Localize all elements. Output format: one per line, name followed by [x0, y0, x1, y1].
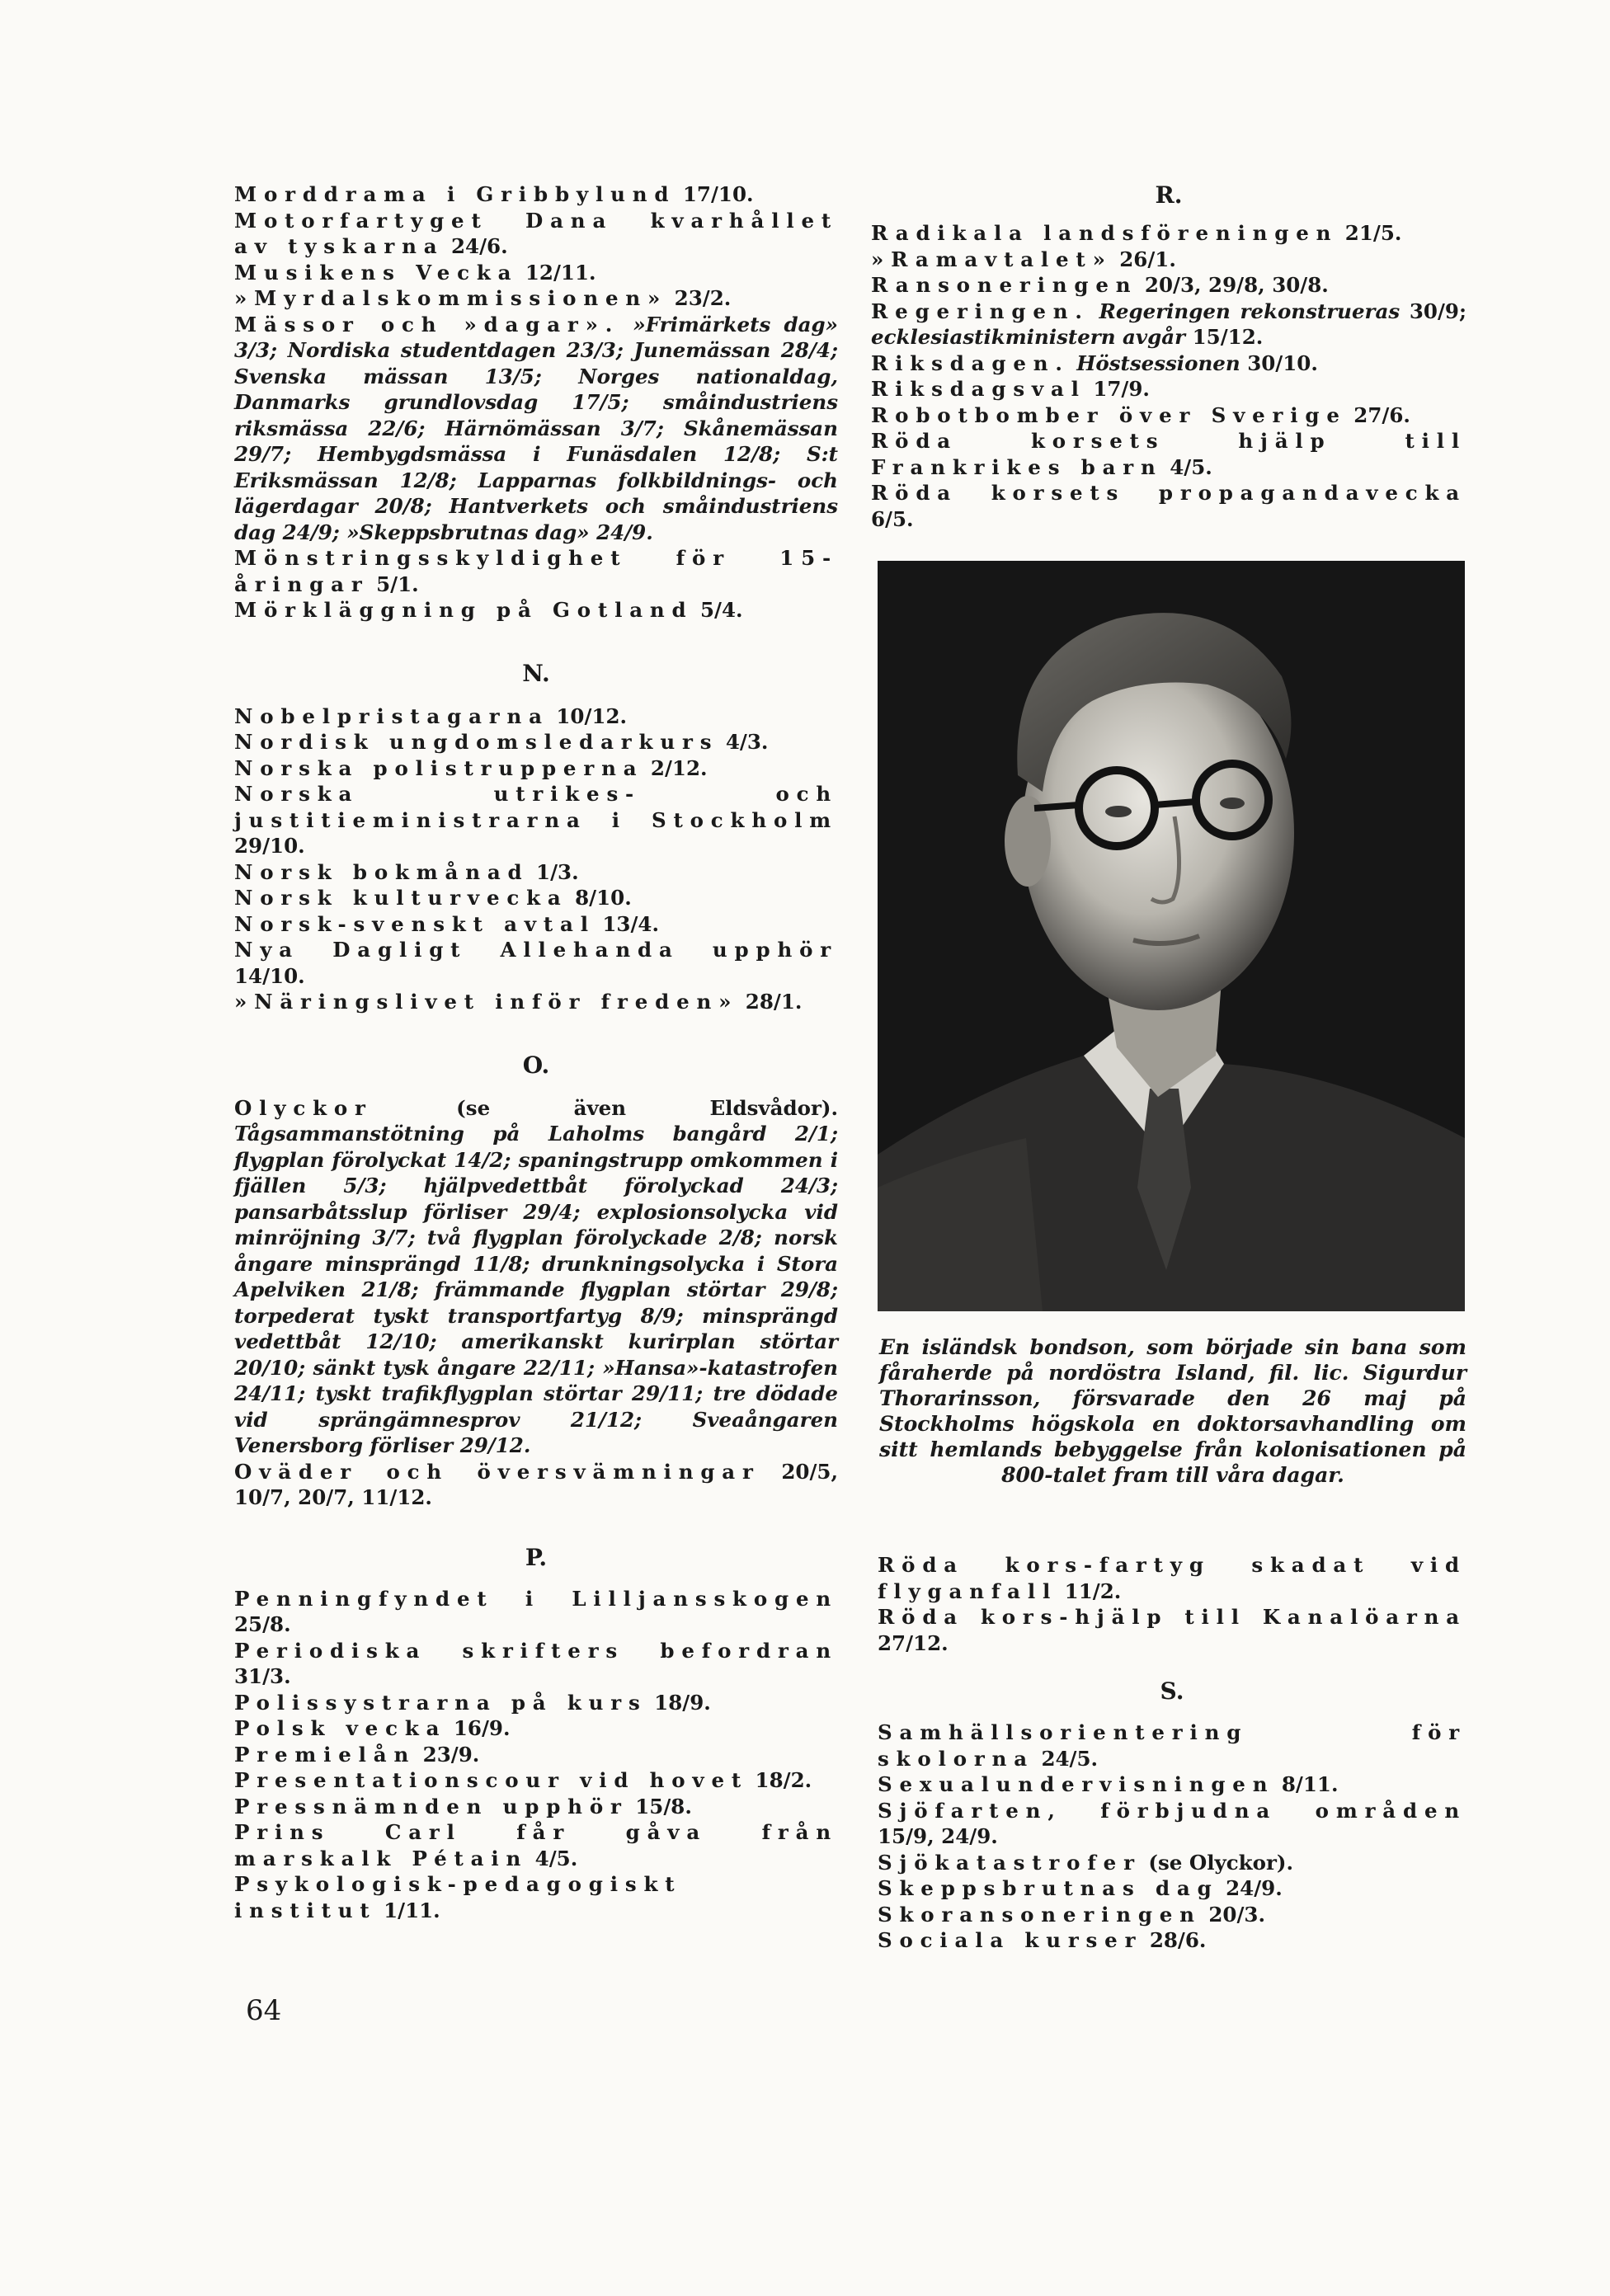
index-entry: Norsk bokmånad 1/3.	[234, 859, 579, 884]
section-letter-o: O.	[522, 1051, 550, 1079]
m-entries	[234, 181, 838, 623]
index-entry: Mörkläggning på Gotland 5/4.	[234, 598, 743, 622]
index-entry: Penningfyndet i Lilljansskogen 25/8.	[234, 1586, 838, 1636]
right-column-top	[871, 181, 1466, 532]
index-entry: Riksdagsval 17/9.	[871, 377, 1150, 401]
index-entry: Psykologisk-pedagogiskt institut 1/11.	[234, 1872, 682, 1922]
index-entry-olyckor: Olyckor (se även Eldsvådor). Tågsammanstötning på Laholms bangård 2/1; flygplan förolyckat 14/2; spaningstrupp omkommen i fjällen 5/3; hjälpvedettbåt förolyckad 24/3; pansarbåtsslup förliser 29/4; explosionsolycka vid minröjning 3/7; två flygplan förolyckade 2/8; norsk ångare minsprängd 11/8; drunkningsolycka i Stora Apelviken 21/8; främmande flygplan störtar 29/8; torpederat tyskt transportfartyg 8/9; minsprängd vedettbåt 12/10; amerikanskt kurirplan störtar 20/10; sänkt tysk ångare 22/11; »Hansa»-katastrofen 24/11; tyskt trafikflygplan störtar 29/11; tre dödade vid sprängämnesprov 21/12; Sveaångaren Venersborg förliser 29/12.	[234, 1095, 838, 1457]
index-entry: Röda korsets hjälp till Frankrikes barn 4/5.	[871, 429, 1466, 479]
section-letter-s: S.	[1160, 1677, 1184, 1705]
index-entry: Skoransoneringen 20/3.	[878, 1902, 1265, 1927]
index-entry: »Näringslivet inför freden» 28/1.	[234, 990, 803, 1014]
index-entry: Norsk kulturvecka 8/10.	[234, 886, 632, 910]
index-entry: Musikens Vecka 12/11.	[234, 260, 596, 285]
index-entry-riksdagen: Riksdagen. Höstsessionen 30/10.	[871, 351, 1318, 375]
index-entry: Norska polistrupperna 2/12.	[234, 755, 708, 780]
index-entry: Sjökatastrofer (se Olyckor).	[878, 1850, 1294, 1875]
index-entry: Morddrama i Gribbylund 17/10.	[234, 182, 754, 206]
right-column-bottom	[878, 1552, 1466, 1954]
left-column	[234, 181, 838, 1923]
index-entry: Röda kors-hjälp till Kanalöarna 27/12.	[878, 1605, 1466, 1655]
index-entry: Periodiska skrifters befordran 31/3.	[234, 1638, 838, 1688]
index-entry: Pressnämnden upphör 15/8.	[234, 1794, 692, 1818]
o-entries	[234, 1095, 838, 1511]
index-entry: Norska utrikes- och justitieministrarna i Stockholm 29/10.	[234, 782, 838, 858]
index-entry: Sjöfarten, förbjudna områden 15/9, 24/9.	[878, 1798, 1466, 1848]
index-entry: Skeppsbrutnas dag 24/9.	[878, 1876, 1283, 1900]
index-entry: Robotbomber över Sverige 27/6.	[871, 402, 1410, 427]
index-entry: Prins Carl får gåva från marskalk Pétain 4/5.	[234, 1820, 838, 1870]
portrait-photo	[878, 561, 1465, 1311]
index-entry: Röda korsets propagandavecka 6/5.	[871, 481, 1466, 531]
index-entry: Polsk vecka 16/9.	[234, 1716, 511, 1740]
section-letter-r: R.	[1155, 181, 1183, 209]
index-entry: Premielån 23/9.	[234, 1742, 480, 1767]
index-entry: Polissystrarna på kurs 18/9.	[234, 1690, 711, 1715]
p-entries	[234, 1586, 838, 1924]
index-entry: Norsk-svenskt avtal 13/4.	[234, 911, 659, 936]
index-entry: Nordisk ungdomsledarkurs 4/3.	[234, 730, 769, 754]
page-number: 64	[246, 1994, 282, 2027]
index-entry: Oväder och översvämningar 20/5, 10/7, 20/7, 11/12.	[234, 1459, 838, 1509]
index-entry: Sexualundervisningen 8/11.	[878, 1772, 1339, 1796]
index-entry: »Ramavtalet» 26/1.	[871, 247, 1176, 271]
index-entry: Nobelpristagarna 10/12.	[234, 703, 628, 728]
portrait-illustration	[878, 561, 1465, 1311]
n-entries	[234, 703, 838, 1015]
index-entry: Radikala landsföreningen 21/5.	[871, 221, 1402, 245]
index-entry-massor: Mässor och »dagar». »Frimärkets dag» 3/3; Nordiska studentdagen 23/3; Junemässan 28/4; Svenska mässan 13/5; Norges nationaldag, Danmarks grundlovsdag 17/5; småindustriens riksmässa 22/6; Härnömässan 3/7; Skånemässan 29/7; Hembygdsmässa i Funäsdalen 12/8; S:t Eriksmässan 12/8; Lapparnas folkbildnings- och lägerdagar 20/8; Hantverkets och småindustriens dag 24/9; »Skeppsbrutnas dag» 24/9.	[234, 312, 838, 544]
index-entry: Röda kors-fartyg skadat vid flyganfall 11/2.	[878, 1553, 1466, 1603]
section-letter-p: P.	[525, 1543, 548, 1571]
index-entry: Sociala kurser 28/6.	[878, 1928, 1207, 1952]
index-entry: Motorfartyget Dana kvarhållet av tyskarna 24/6.	[234, 208, 838, 258]
section-letter-n: N.	[522, 659, 550, 687]
index-entry: Ransoneringen 20/3, 29/8, 30/8.	[871, 273, 1329, 297]
index-entry: Samhällsorientering för skolorna 24/5.	[878, 1720, 1466, 1771]
index-entry: Presentationscour vid hovet 18/2.	[234, 1768, 812, 1792]
index-entry: Mönstringsskyldighet för 15-åringar 5/1.	[234, 546, 838, 596]
index-entry: Nya Dagligt Allehanda upphör 14/10.	[234, 938, 838, 988]
index-entry-regeringen: Regeringen. Regeringen rekonstrueras 30/9; ecklesiastikministern avgår 15/12.	[871, 299, 1467, 349]
index-entry: »Myrdalskommissionen» 23/2.	[234, 286, 732, 310]
photo-caption: En isländsk bondson, som började sin bana som fåraherde på nordöstra Island, fil. lic. Sigurdur Thorarinsson, försvarade den 26 maj på Stockholms högskola en doktorsavhandling om sitt hemlands bebyggelse från kolonisationen på 800-talet fram till våra dagar.	[879, 1335, 1466, 1487]
